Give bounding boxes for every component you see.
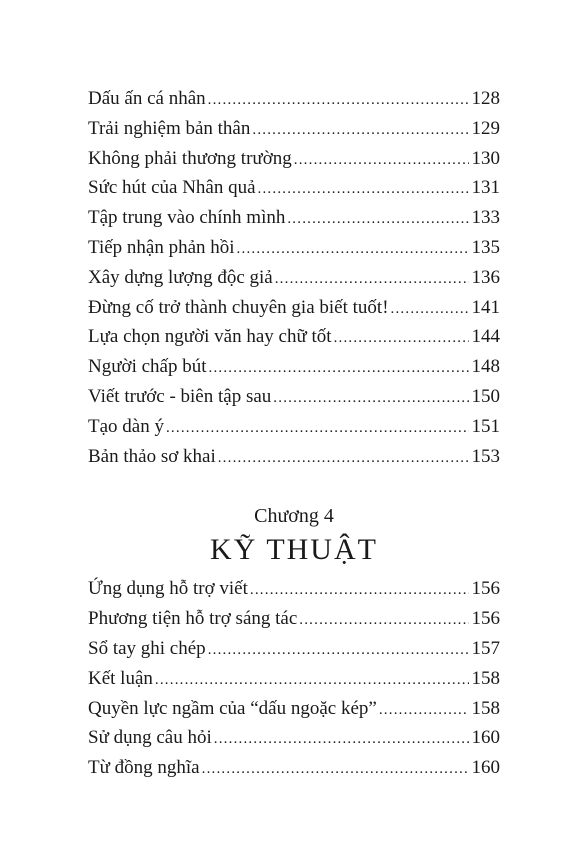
toc-entry[interactable] [88, 233, 500, 263]
toc-entry[interactable] [88, 173, 500, 203]
toc-entry-title: Xây dựng lượng độc giả [88, 266, 273, 288]
toc-entry[interactable] [88, 84, 500, 114]
toc-list-section-a [88, 84, 500, 471]
toc-entry-page: 144 [471, 326, 500, 348]
toc-entry-page: 156 [471, 608, 500, 630]
toc-entry[interactable] [88, 144, 500, 174]
toc-entry-title: Tập trung vào chính mình [88, 207, 286, 229]
toc-entry[interactable] [88, 203, 500, 233]
toc-entry-title: Tiếp nhận phản hồi [88, 236, 235, 258]
chapter-title: KỸ THUẬT [210, 533, 378, 567]
dot-leader [275, 265, 469, 295]
dot-leader [208, 636, 469, 666]
toc-entry-page: 160 [471, 727, 500, 749]
toc-entry[interactable] [88, 723, 500, 753]
toc-entry-title: Viết trước - biên tập sau [88, 385, 272, 407]
dot-leader [214, 725, 469, 755]
toc-entry-page: 136 [471, 266, 500, 288]
toc-entry-title: Tạo dàn ý [88, 415, 164, 437]
dot-leader [273, 384, 468, 414]
toc-entry-title: Đừng cố trở thành chuyên gia biết tuốt! [88, 296, 389, 318]
dot-leader [202, 755, 469, 785]
toc-entry[interactable] [88, 442, 500, 472]
toc-entry[interactable] [88, 634, 500, 664]
toc-entry-page: 151 [471, 415, 500, 437]
dot-leader [258, 175, 469, 205]
toc-entry[interactable] [88, 263, 500, 293]
toc-entry-title: Từ đồng nghĩa [88, 757, 200, 779]
toc-list-section-b [88, 574, 500, 783]
toc-entry-title: Lựa chọn người văn hay chữ tốt [88, 326, 332, 348]
toc-entry-page: 157 [471, 637, 500, 659]
toc-entry[interactable] [88, 604, 500, 634]
dot-leader [379, 696, 469, 726]
toc-entry-title: Ứng dụng hỗ trợ viết [88, 578, 248, 600]
toc-entry[interactable] [88, 574, 500, 604]
toc-entry-page: 135 [471, 236, 500, 258]
dot-leader [391, 295, 469, 325]
chapter-heading [88, 502, 500, 570]
toc-entry[interactable] [88, 412, 500, 442]
dot-leader [209, 354, 469, 384]
toc-entry[interactable] [88, 114, 500, 144]
toc-entry-page: 133 [471, 207, 500, 229]
toc-entry-page: 160 [471, 757, 500, 779]
toc-entry-page: 141 [471, 296, 500, 318]
toc-entry-page: 129 [471, 117, 500, 139]
dot-leader [252, 116, 468, 146]
toc-entry-title: Dấu ấn cá nhân [88, 88, 206, 109]
toc-entry-page: 158 [471, 697, 500, 719]
toc-entry-title: Sử dụng câu hỏi [88, 727, 212, 749]
dot-leader [155, 666, 469, 696]
dot-leader [334, 324, 469, 354]
dot-leader [166, 414, 469, 444]
toc-entry-title: Người chấp bút [88, 356, 207, 378]
toc-page [88, 84, 500, 783]
toc-entry[interactable] [88, 293, 500, 323]
toc-entry-page: 128 [471, 88, 500, 109]
toc-entry-page: 153 [471, 445, 500, 467]
toc-entry-page: 148 [471, 356, 500, 378]
toc-entry-page: 130 [471, 147, 500, 169]
toc-entry[interactable] [88, 352, 500, 382]
toc-entry-title: Trải nghiệm bản thân [88, 117, 251, 139]
toc-entry-page: 156 [471, 578, 500, 600]
toc-entry[interactable] [88, 694, 500, 724]
toc-entry-title: Phương tiện hỗ trợ sáng tác [88, 608, 298, 630]
toc-entry-title: Sổ tay ghi chép [88, 637, 206, 659]
chapter-label: Chương 4 [254, 505, 334, 528]
toc-entry-page: 150 [471, 385, 500, 407]
toc-entry-page: 131 [471, 177, 500, 199]
dot-leader [218, 444, 469, 474]
toc-entry-page: 158 [471, 667, 500, 689]
toc-entry[interactable] [88, 753, 500, 783]
toc-entry-title: Không phải thương trường [88, 147, 292, 169]
toc-entry[interactable] [88, 382, 500, 412]
dot-leader [237, 235, 469, 265]
toc-entry[interactable] [88, 664, 500, 694]
dot-leader [294, 146, 469, 176]
toc-entry-title: Sức hút của Nhân quả [88, 177, 256, 199]
toc-entry-title: Quyền lực ngầm của “dấu ngoặc kép” [88, 697, 377, 719]
dot-leader [287, 205, 468, 235]
toc-entry[interactable] [88, 322, 500, 352]
dot-leader [250, 576, 469, 606]
toc-entry-title: Bản thảo sơ khai [88, 445, 216, 467]
dot-leader [299, 606, 468, 636]
dot-leader [208, 86, 469, 116]
toc-entry-title: Kết luận [88, 667, 153, 689]
